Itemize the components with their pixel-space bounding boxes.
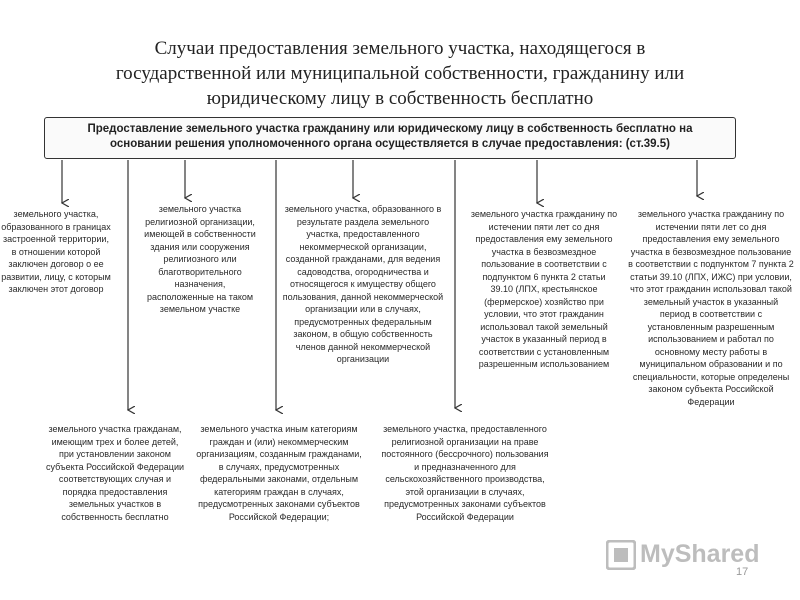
case-other-categories: земельного участка иным категориям граждан и (или) некоммерческим организациям, созданным гражданами, в случаях, предусмотренных федеральными законами, отдельным категориям граждан в случаях, предусмотренных законами субъектов Российской Федерации; xyxy=(196,424,362,522)
title-line-1: Случаи предоставления земельного участка, находящегося в xyxy=(154,38,646,59)
case-gardening-partition: земельного участка, образованного в результате раздела земельного участка, предоставленного некоммерческой организации, созданной гражданами, для ведения садоводства, огородничества и относящегося к имуществу общего пользования, данной некоммерческой организации или в случаях, предусмотренных федеральным законом, в общую собственность членов данной некоммерческой организации xyxy=(282,204,444,364)
case-five-years-izhs: земельного участка гражданину по истечении пяти лет со дня предоставления ему земельного участка в безвозмездное пользование в соответствии с подпунктом 7 пункта 2 статьи 39.10 (ЛПХ, ИЖС) при условии, что этот гражданин использовал такой земельный участок в указанный период в соответствии с установленным разрешенным использованием и работал по основному месту работы в муниципальном образовании и по специальности, которые определены законом субъекта Российской Федерации xyxy=(628,209,794,407)
case-built-up-territory: земельного участка, образованного в границах застроенной территории, в отношении которой заключен договор о ее развитии, лицу, с которым заключен этот договор xyxy=(1,209,111,294)
case-religious-agriculture: земельного участка, предоставленного религиозной организации на праве постоянного (бессрочного) пользования и предназначенного для сельскохозяйственного производства, этой организации в случаях, предусмотренных законами субъектов Российской Федерации xyxy=(381,424,549,522)
title-line-2: государственной или муниципальной собственности, гражданину или xyxy=(115,63,685,84)
page-number: 17 xyxy=(736,566,749,578)
watermark-text: MyShared xyxy=(640,540,760,568)
case-religious-organization: земельного участка религиозной организации, имеющей в собственности здания или сооружения религиозного или благотворительного назначения, расположенные на таком земельном участке xyxy=(144,204,256,314)
case-large-families: земельного участка гражданам, имеющим трех и более детей, при установлении законом субъекта Российской Федерации соответствующих случая и порядка предоставления земельных участков в собственность бесплатно xyxy=(45,424,185,522)
root-box-line-1: Предоставление земельного участка гражданину или юридическому лицу в собственность бесплатно на xyxy=(87,123,693,135)
title-line-3: юридическому лицу в собственность бесплатно xyxy=(206,88,594,109)
myshared-logo-icon xyxy=(606,540,636,570)
root-box-line-2: основании решения уполномоченного органа осуществляется в случае предоставления: (ст.39.5) xyxy=(110,138,670,150)
case-five-years-lph: земельного участка гражданину по истечении пяти лет со дня предоставления ему земельного участка в безвозмездное пользование в соответствии с подпунктом 6 пункта 2 статьи 39.10 (ЛПХ, крестьянское (фермерское) хозяйство при условии, что этот гражданин использовал такой земельный участок в указанный период в соответствии с установленным разрешенным использованием xyxy=(470,209,618,369)
